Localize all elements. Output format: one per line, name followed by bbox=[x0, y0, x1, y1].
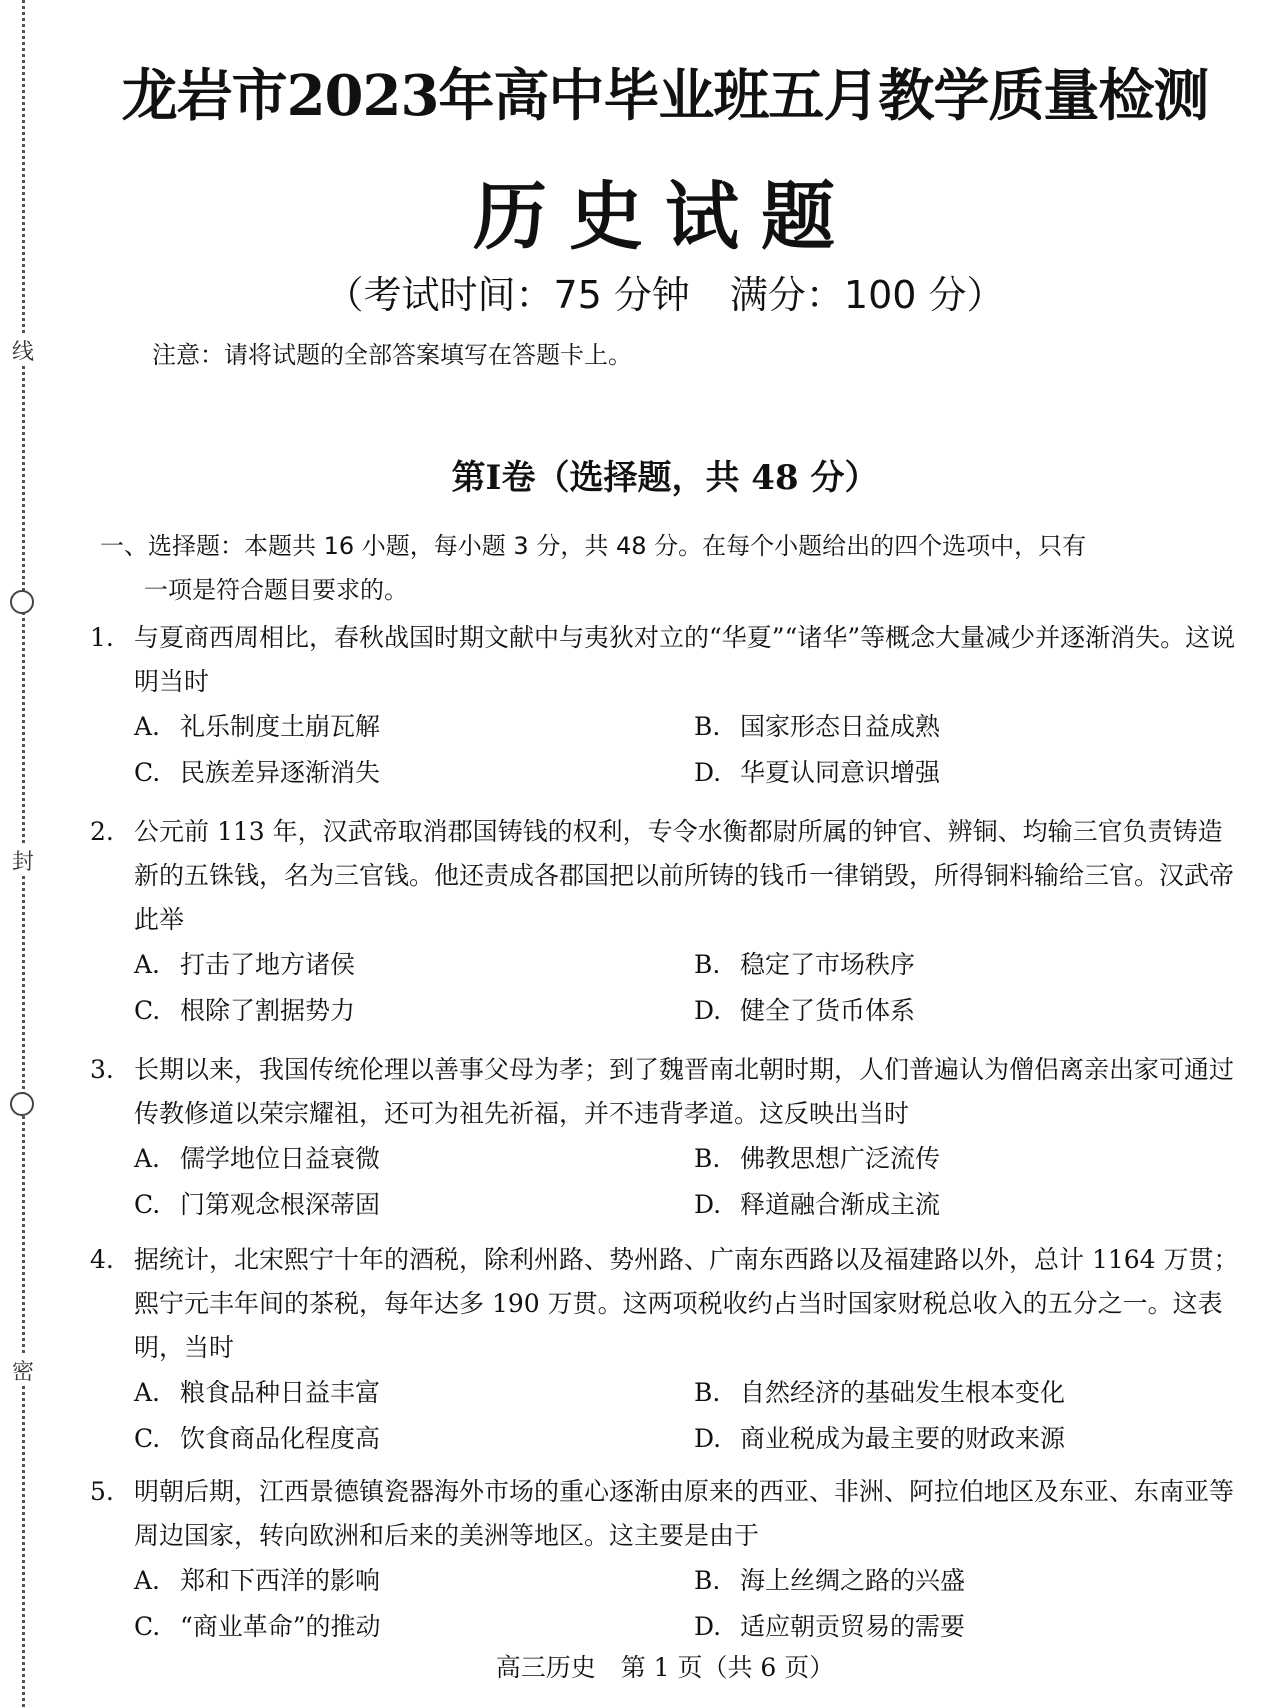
question-number: 3. bbox=[90, 1055, 114, 1084]
option-a: A. 儒学地位日益衰微 bbox=[134, 1144, 381, 1173]
option-c: C. “商业革命”的推动 bbox=[134, 1612, 381, 1641]
question-stem: 长期以来，我国传统伦理以善事父母为孝；到了魏晋南北朝时期，人们普遍认为僧侣离亲出家可通过传教修道以荣宗耀祖，还可为祖先祈福，并不违背孝道。这反映出当时 bbox=[134, 1055, 1235, 1128]
full-score: 满分：100 分） bbox=[729, 273, 1005, 317]
option-list bbox=[90, 704, 1240, 796]
question-2 bbox=[90, 810, 1240, 1034]
question-4 bbox=[90, 1238, 1240, 1462]
option-b: B. 海上丝绸之路的兴盛 bbox=[694, 1566, 966, 1595]
option-d: D. 华夏认同意识增强 bbox=[694, 758, 941, 787]
binding-circle bbox=[10, 1092, 34, 1116]
question-number: 2. bbox=[90, 817, 114, 846]
section-heading: 第Ⅰ卷（选择题，共 48 分） bbox=[451, 458, 879, 498]
question-number: 1. bbox=[90, 623, 114, 652]
option-c: C. 门第观念根深蒂固 bbox=[134, 1190, 381, 1219]
section-instruction bbox=[100, 524, 1230, 612]
option-c: C. 民族差异逐渐消失 bbox=[134, 758, 381, 787]
question-stem: 与夏商西周相比，春秋战国时期文献中与夷狄对立的“华夏”“诸华”等概念大量减少并逐渐消失。这说明当时 bbox=[134, 623, 1236, 696]
option-c: C. 饮食商品化程度高 bbox=[134, 1424, 381, 1453]
option-list bbox=[90, 942, 1240, 1034]
option-a: A. 礼乐制度土崩瓦解 bbox=[134, 712, 381, 741]
option-b: B. 自然经济的基础发生根本变化 bbox=[694, 1378, 1066, 1407]
option-list bbox=[90, 1136, 1240, 1228]
option-a: A. 打击了地方诸侯 bbox=[134, 950, 356, 979]
option-c: C. 根除了割据势力 bbox=[134, 996, 356, 1025]
notice: 注意：请将试题的全部答案填写在答题卡上。 bbox=[152, 341, 632, 369]
question-stem: 明朝后期，江西景德镇瓷器海外市场的重心逐渐由原来的西亚、非洲、阿拉伯地区及东亚、东南亚等周边国家，转向欧洲和后来的美洲等地区。这主要是由于 bbox=[134, 1477, 1235, 1550]
question-3 bbox=[90, 1048, 1240, 1228]
option-d: D. 商业税成为最主要的财政来源 bbox=[694, 1424, 1066, 1453]
question-stem: 公元前 113 年，汉武帝取消郡国铸钱的权利，专令水衡都尉所属的钟官、辨铜、均输三官负责铸造新的五铢钱，名为三官钱。他还责成各郡国把以前所铸的钱币一律销毁，所得铜料输给三官。汉武帝此举 bbox=[134, 817, 1235, 934]
subject-title: 历史试题 bbox=[473, 174, 857, 260]
binding-circle bbox=[10, 590, 34, 614]
option-d: D. 释道融合渐成主流 bbox=[694, 1190, 941, 1219]
exam-time: （考试时间：75 分钟 bbox=[325, 273, 690, 317]
exam-info bbox=[90, 264, 1240, 319]
page-footer: 高三历史 第 1 页（共 6 页） bbox=[495, 1653, 835, 1682]
question-5 bbox=[90, 1470, 1240, 1650]
option-b: B. 国家形态日益成熟 bbox=[694, 712, 941, 741]
instruction-line: 一项是符合题目要求的。 bbox=[144, 576, 408, 604]
exam-title: 龙岩市2023年高中毕业班五月教学质量检测 bbox=[121, 63, 1209, 129]
instruction-line: 一、选择题：本题共 16 小题，每小题 3 分，共 48 分。在每个小题给出的四个选项中，只有 bbox=[100, 532, 1087, 560]
binding-mark-xian: 线 bbox=[10, 335, 36, 366]
binding-mark-feng: 封 bbox=[10, 845, 36, 876]
option-a: A. 粮食品种日益丰富 bbox=[134, 1378, 381, 1407]
option-d: D. 适应朝贡贸易的需要 bbox=[694, 1612, 966, 1641]
option-a: A. 郑和下西洋的影响 bbox=[134, 1566, 381, 1595]
option-list bbox=[90, 1558, 1240, 1650]
binding-mark-mi: 密 bbox=[10, 1355, 36, 1386]
question-stem: 据统计，北宋熙宁十年的酒税，除利州路、势州路、广南东西路以及福建路以外，总计 1164 万贯；熙宁元丰年间的茶税，每年达多 190 万贯。这两项税收约占当时国家财税总收入的五分之一。这表明，当时 bbox=[134, 1245, 1239, 1362]
option-b: B. 稳定了市场秩序 bbox=[694, 950, 916, 979]
question-number: 4. bbox=[90, 1245, 114, 1274]
option-list bbox=[90, 1370, 1240, 1462]
question-number: 5. bbox=[90, 1477, 114, 1506]
question-1 bbox=[90, 616, 1240, 796]
option-b: B. 佛教思想广泛流传 bbox=[694, 1144, 941, 1173]
option-d: D. 健全了货币体系 bbox=[694, 996, 916, 1025]
